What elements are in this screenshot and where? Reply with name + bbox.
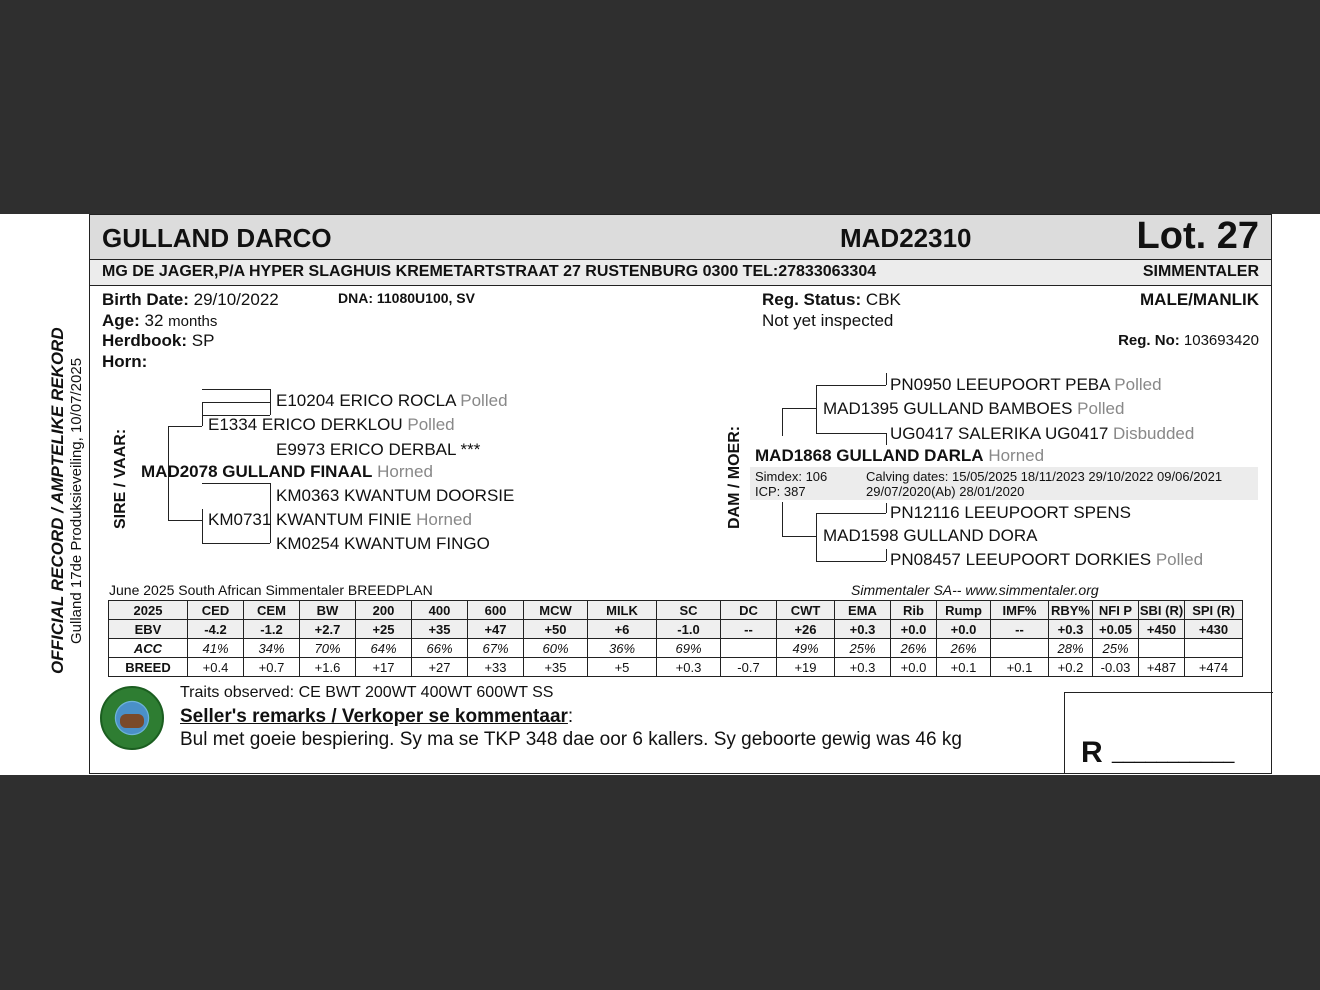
dna-info: DNA: 11080U100, SV	[338, 290, 475, 306]
inspection-status: Not yet inspected	[762, 311, 894, 330]
seller-remarks-heading: Seller's remarks / Verkoper se kommentaar:	[180, 706, 574, 727]
calving-dates: Calving dates: 15/05/2025 18/11/2023 29/10/2022 09/06/2021	[866, 469, 1223, 484]
horn: Horn:	[102, 352, 148, 371]
sale-sheet	[0, 214, 1320, 775]
reg-status: Reg. Status: CBK	[762, 290, 901, 309]
calving-dates-2: 29/07/2020(Ab) 28/01/2020	[866, 484, 1025, 499]
icp: ICP: 387	[755, 484, 806, 499]
price-input-line[interactable]: ___________	[1112, 742, 1235, 764]
auction-label: Gulland 17de Produksieveiling, 10/07/2025	[68, 357, 85, 644]
dam-performance-box	[750, 467, 1258, 500]
breedplan-title: June 2025 South African Simmentaler BREEDPLAN	[109, 582, 433, 598]
price-label: R	[1081, 736, 1103, 769]
lot-card	[89, 214, 1272, 774]
sire-sire-sire: E10204 ERICO ROCLA Polled	[276, 391, 508, 410]
dam-sire-dam: UG0417 SALERIKA UG0417 Disbudded	[890, 424, 1195, 443]
owner-bar	[90, 260, 1271, 286]
dam-label: DAM / MOER:	[726, 425, 743, 529]
sire-dam-sire: KM0363 KWANTUM DOORSIE	[276, 486, 515, 505]
title-bar	[90, 214, 1271, 260]
table-row-breed: BREED +0.4 +0.7 +1.6 +17 +27 +33 +35 +5 +0.3 -0.7 +19 +0.3 +0.0 +0.1 +0.1 +0.2 -0.03 +487 +474	[109, 658, 1243, 677]
owner-line: MG DE JAGER,P/A HYPER SLAGHUIS KREMETARTSTRAAT 27 RUSTENBURG 0300 TEL:27833063304	[102, 263, 877, 280]
reg-number: Reg. No: 103693420	[1118, 332, 1259, 349]
dam-sire-sire: PN0950 LEEUPOORT PEBA Polled	[890, 375, 1162, 394]
herdbook: Herdbook: SP	[102, 331, 215, 350]
animal-id: MAD22310	[840, 223, 972, 253]
dam-dam-dam: PN08457 LEEUPOORT DORKIES Polled	[890, 550, 1204, 569]
table-row-acc: ACC 41% 34% 70% 64% 66% 67% 60% 36% 69% 49% 25% 26% 26% 28% 25%	[109, 639, 1243, 658]
breed-label: SIMMENTALER	[1142, 263, 1259, 280]
sex-label: MALE/MANLIK	[1140, 290, 1259, 309]
animal-name: GULLAND DARCO	[102, 223, 332, 253]
breedplan-site: Simmentaler SA-- www.simmentaler.org	[851, 582, 1099, 598]
sire-sire-dam: E9973 ERICO DERBAL ***	[276, 440, 481, 459]
sire-sire: E1334 ERICO DERKLOU Polled	[208, 415, 455, 434]
age: Age: 32 months	[102, 311, 218, 330]
sire-label: SIRE / VAAR:	[112, 428, 129, 529]
dam-sire: MAD1395 GULLAND BAMBOES Polled	[823, 399, 1125, 418]
simdex: Simdex: 106	[755, 469, 828, 484]
table-header-row: 2025 CED CEM BW 200 400 600 MCW MILK SC DC CWT EMA Rib Rump IMF% RBY% NFI P SBI (R) SPI (R)	[109, 601, 1243, 620]
seller-remarks: Bul met goeie bespiering. Sy ma se TKP 348 dae oor 6 kallers. Sy geboorte gewig was 46 kg	[180, 729, 962, 750]
traits-observed: Traits observed: CE BWT 200WT 400WT 600WT SS	[180, 684, 554, 701]
table-row-ebv: EBV -4.2 -1.2 +2.7 +25 +35 +47 +50 +6 -1.0 -- +26 +0.3 +0.0 +0.0 -- +0.3 +0.05 +450 +430	[109, 620, 1243, 639]
simmentaler-logo-icon	[100, 686, 164, 750]
birth-date: Birth Date: 29/10/2022	[102, 290, 279, 309]
sire-dam: KM0731 KWANTUM FINIE Horned	[208, 510, 472, 529]
dam: MAD1868 GULLAND DARLA Horned	[755, 446, 1045, 465]
dam-dam-sire: PN12116 LEEUPOORT SPENS	[890, 503, 1131, 522]
official-record-label: OFFICIAL RECORD / AMPTELIKE REKORD	[48, 327, 67, 674]
breedplan-table	[108, 600, 1243, 677]
dam-dam: MAD1598 GULLAND DORA	[823, 526, 1038, 545]
lot-number: Lot. 27	[1136, 215, 1259, 257]
sire-dam-dam: KM0254 KWANTUM FINGO	[276, 534, 490, 553]
sire: MAD2078 GULLAND FINAAL Horned	[141, 462, 433, 481]
